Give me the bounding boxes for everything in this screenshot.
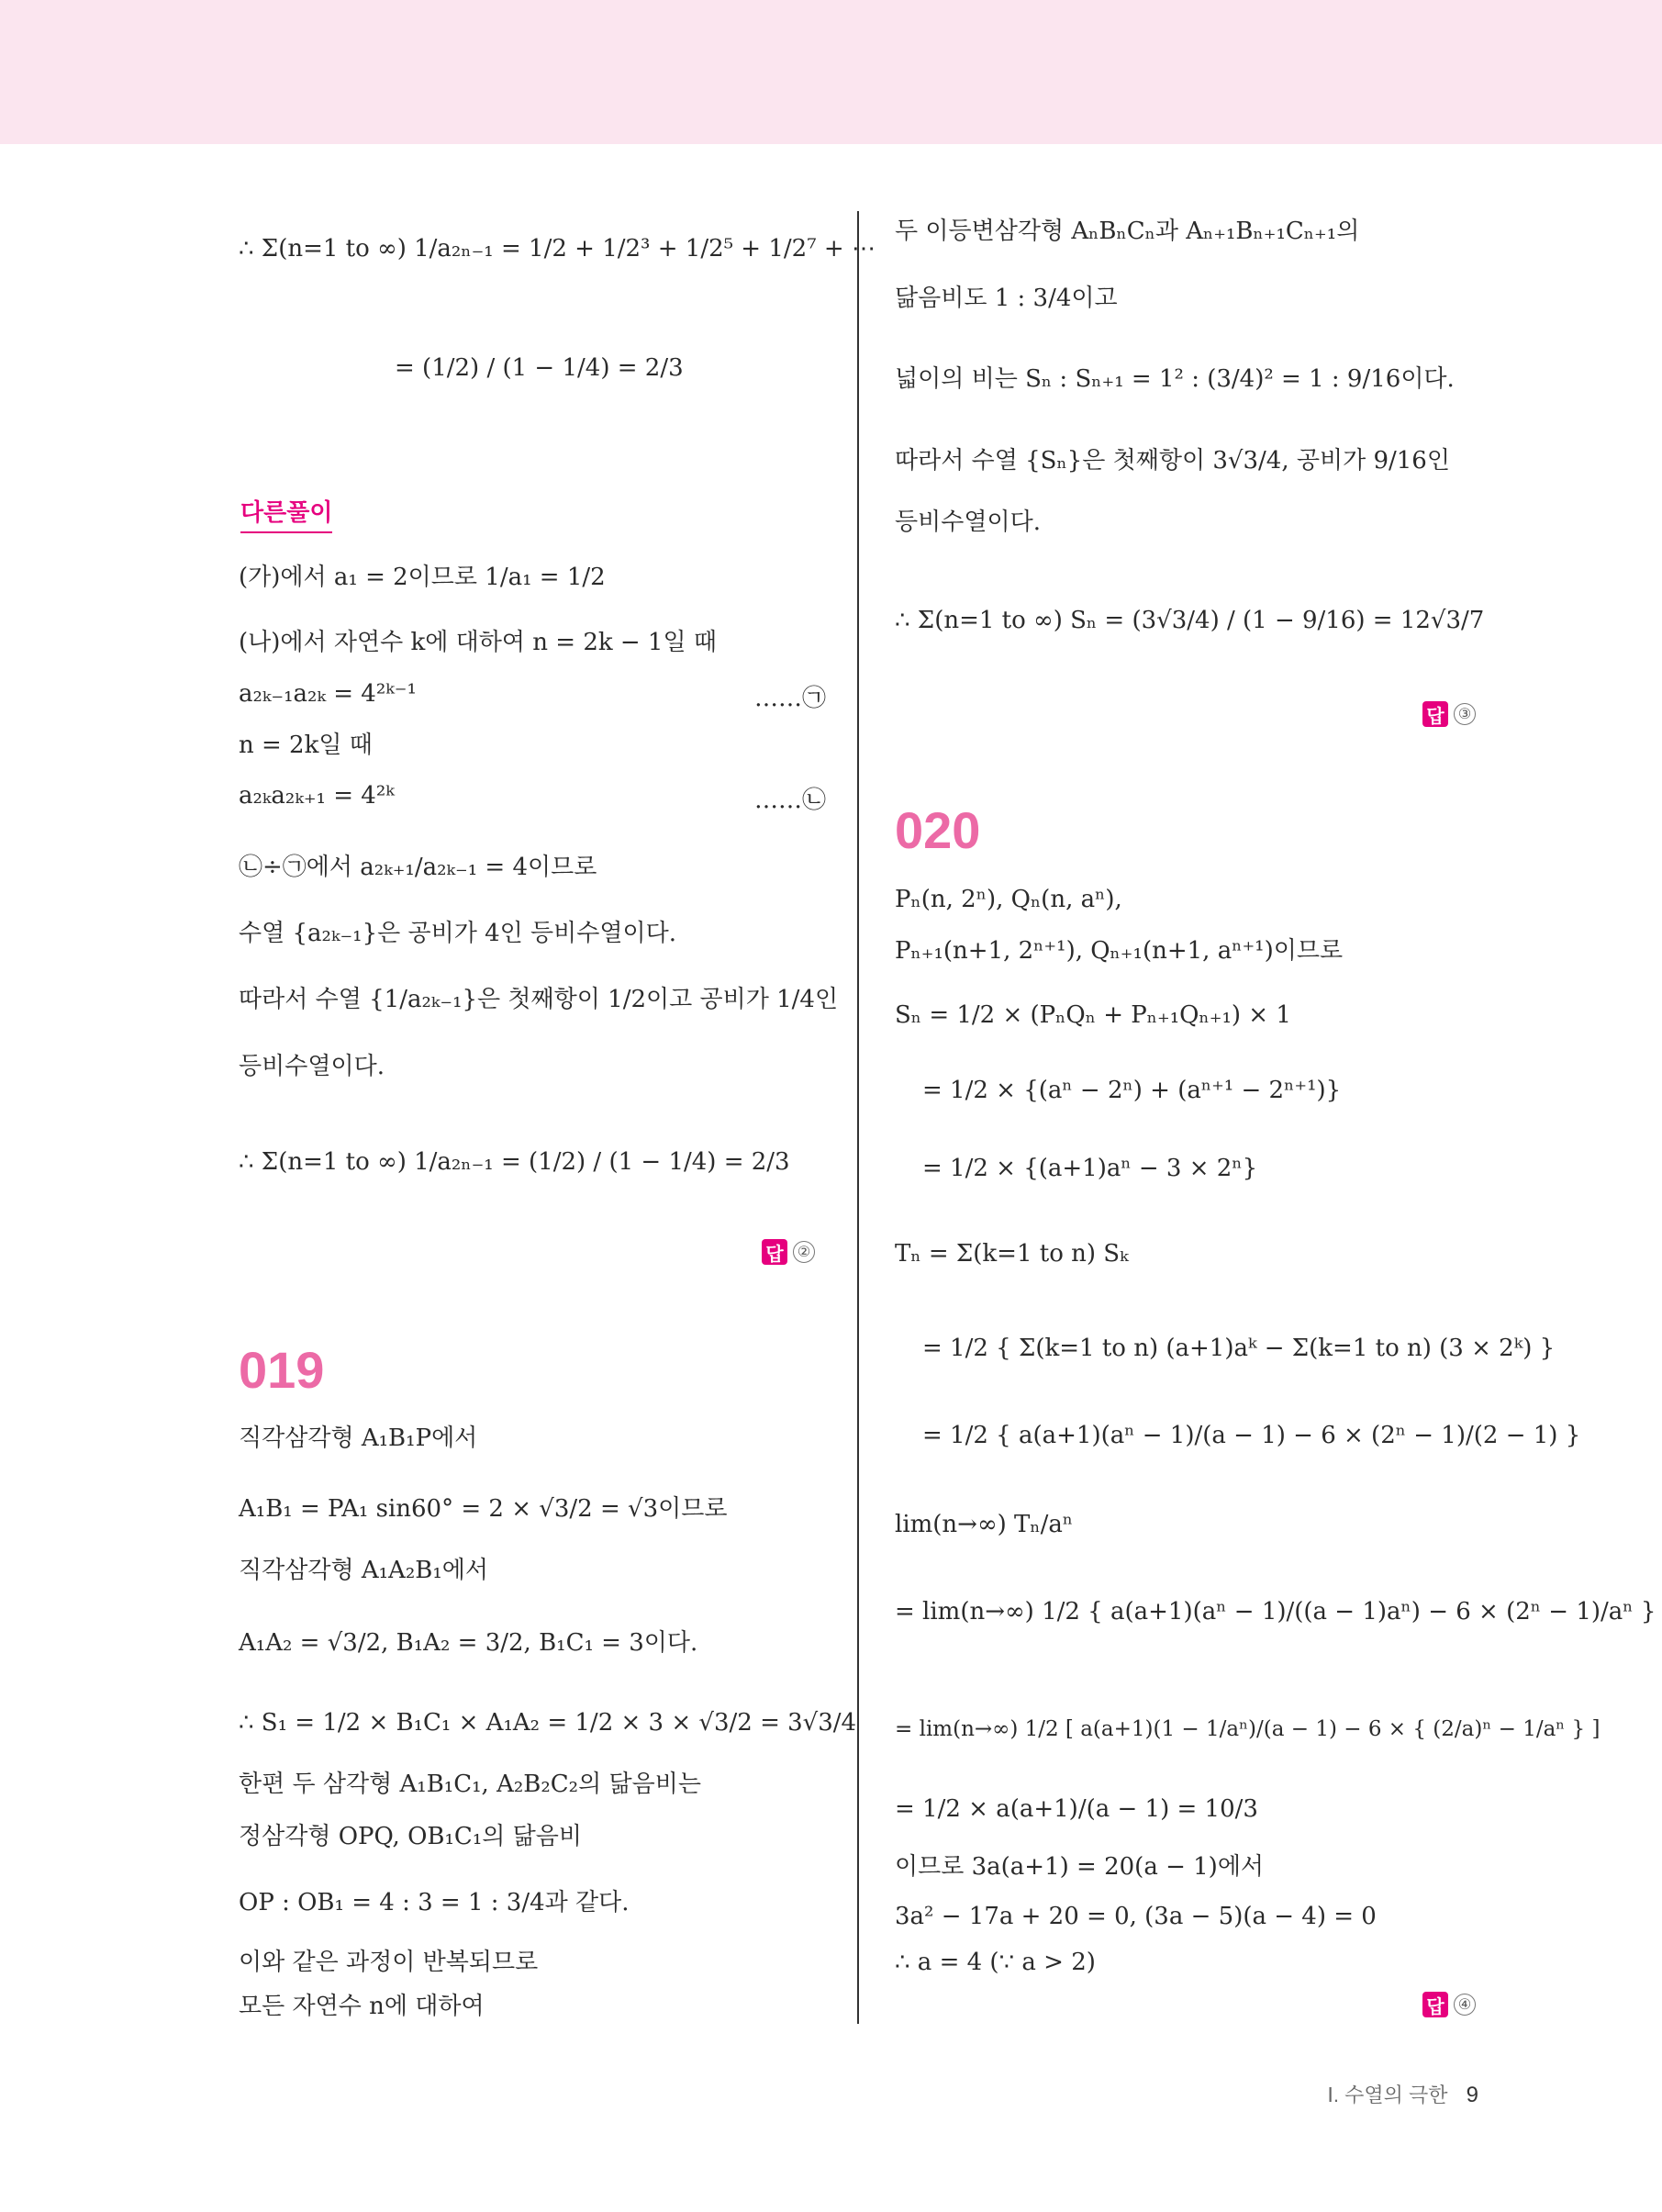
p018-cont-line: 따라서 수열 {Sₙ}은 첫째항이 3√3/4, 공비가 9/16인: [895, 447, 1450, 475]
p020-line: = 1/2 × {(a+1)aⁿ − 3 × 2ⁿ}: [922, 1155, 1258, 1182]
p019-line: 한편 두 삼각형 A₁B₁C₁, A₂B₂C₂의 닮음비는: [239, 1771, 701, 1798]
alternative-solution-label: 다른풀이: [240, 494, 332, 533]
header-band: [0, 0, 1662, 144]
answer-number: ③: [1454, 703, 1476, 725]
page-footer: [1327, 2080, 1478, 2108]
sum-result-line: ∴ Σ(n=1 to ∞) 1/a₂ₙ₋₁ = 1/2 + 1/2³ + 1/2⁵ + 1/2⁷ + ⋯: [239, 235, 876, 263]
alt-line: (나)에서 자연수 k에 대하여 n = 2k − 1일 때: [239, 629, 717, 656]
answer-number: ④: [1454, 1994, 1476, 2016]
p020-line: = 1/2 { Σ(k=1 to n) (a+1)aᵏ − Σ(k=1 to n) (3 × 2ᵏ) }: [922, 1335, 1556, 1362]
answer-badge: [762, 1239, 815, 1265]
answer-tag: 답: [1422, 701, 1448, 727]
p019-line: ∴ S₁ = 1/2 × B₁C₁ × A₁A₂ = 1/2 × 3 × √3/2 = 3√3/4: [239, 1709, 857, 1737]
answer-tag: 답: [762, 1239, 787, 1265]
p019-line: A₁B₁ = PA₁ sin60° = 2 × √3/2 = √3이므로: [239, 1495, 728, 1523]
p020-line: Sₙ = 1/2 × (PₙQₙ + Pₙ₊₁Qₙ₊₁) × 1: [895, 1001, 1291, 1029]
alt-line: 따라서 수열 {1/a₂ₖ₋₁}은 첫째항이 1/2이고 공비가 1/4인: [239, 986, 839, 1013]
answer-badge: [1422, 701, 1476, 727]
p020-line: = lim(n→∞) 1/2 { a(a+1)(aⁿ − 1)/((a − 1)aⁿ) − 6 × (2ⁿ − 1)/aⁿ }: [895, 1598, 1656, 1625]
p020-line: 이므로 3a(a+1) = 20(a − 1)에서: [895, 1853, 1265, 1881]
sum-result-line-2: = (1/2) / (1 − 1/4) = 2/3: [395, 354, 684, 382]
alt-line: 등비수열이다.: [239, 1053, 385, 1080]
marker-2: ……㉡: [754, 787, 827, 814]
p019-line: 정삼각형 OPQ, OB₁C₁의 닮음비: [239, 1823, 582, 1850]
equation-1: a₂ₖ₋₁a₂ₖ = 4²ᵏ⁻¹: [239, 680, 417, 708]
answer-tag: 답: [1422, 1992, 1448, 2017]
p019-line: A₁A₂ = √3/2, B₁A₂ = 3/2, B₁C₁ = 3이다.: [239, 1629, 698, 1657]
p020-line: ∴ a = 4 (∵ a > 2): [895, 1949, 1096, 1976]
p020-line: Pₙ(n, 2ⁿ), Qₙ(n, aⁿ),: [895, 886, 1122, 913]
alt-sum-result: ∴ Σ(n=1 to ∞) 1/a₂ₙ₋₁ = (1/2) / (1 − 1/4) = 2/3: [239, 1148, 790, 1176]
p018-cont-line: 넓이의 비는 Sₙ : Sₙ₊₁ = 1² : (3/4)² = 1 : 9/16이다.: [895, 365, 1455, 393]
problem-number-019: 019: [239, 1341, 325, 1399]
problem-number-020: 020: [895, 801, 981, 859]
p018-cont-line: 닮음비도 1 : 3/4이고: [895, 285, 1118, 312]
p020-line: = 1/2 × {(aⁿ − 2ⁿ) + (aⁿ⁺¹ − 2ⁿ⁺¹)}: [922, 1077, 1342, 1104]
p018-cont-line: 두 이등변삼각형 AₙBₙCₙ과 Aₙ₊₁Bₙ₊₁Cₙ₊₁의: [895, 218, 1360, 245]
alt-line: 수열 {a₂ₖ₋₁}은 공비가 4인 등비수열이다.: [239, 920, 677, 947]
p020-line: Tₙ = Σ(k=1 to n) Sₖ: [895, 1240, 1129, 1268]
p018-sum-result: ∴ Σ(n=1 to ∞) Sₙ = (3√3/4) / (1 − 9/16) = 12√3/7: [895, 607, 1485, 634]
alt-line: n = 2k일 때: [239, 732, 373, 759]
column-divider: [857, 211, 859, 2024]
answer-number: ②: [793, 1241, 815, 1263]
p019-line: 직각삼각형 A₁A₂B₁에서: [239, 1557, 489, 1584]
equation-2: a₂ₖa₂ₖ₊₁ = 4²ᵏ: [239, 782, 395, 810]
p019-line: OP : OB₁ = 4 : 3 = 1 : 3/4과 같다.: [239, 1889, 630, 1916]
p020-line: = lim(n→∞) 1/2 [ a(a+1)(1 − 1/aⁿ)/(a − 1) − 6 × { (2/a)ⁿ − 1/aⁿ } ]: [895, 1717, 1601, 1741]
alt-line: (가)에서 a₁ = 2이므로 1/a₁ = 1/2: [239, 564, 606, 591]
p020-line: = 1/2 × a(a+1)/(a − 1) = 10/3: [895, 1795, 1258, 1823]
p019-line: 직각삼각형 A₁B₁P에서: [239, 1424, 478, 1452]
page-number: 9: [1466, 2083, 1478, 2107]
p018-cont-line: 등비수열이다.: [895, 508, 1041, 536]
marker-1: ……㉠: [754, 685, 827, 712]
chapter-title: Ⅰ. 수열의 극한: [1327, 2084, 1448, 2106]
alt-line: ㉡÷㉠에서 a₂ₖ₊₁/a₂ₖ₋₁ = 4이므로: [239, 854, 597, 881]
p020-line: Pₙ₊₁(n+1, 2ⁿ⁺¹), Qₙ₊₁(n+1, aⁿ⁺¹)이므로: [895, 937, 1344, 965]
answer-badge: [1422, 1992, 1476, 2017]
p020-line: lim(n→∞) Tₙ/aⁿ: [895, 1511, 1074, 1538]
p020-line: = 1/2 { a(a+1)(aⁿ − 1)/(a − 1) − 6 × (2ⁿ − 1)/(2 − 1) }: [922, 1422, 1581, 1449]
p019-line: 모든 자연수 n에 대하여: [239, 1993, 485, 2020]
p020-line: 3a² − 17a + 20 = 0, (3a − 5)(a − 4) = 0: [895, 1903, 1377, 1930]
p019-line: 이와 같은 과정이 반복되므로: [239, 1949, 539, 1976]
